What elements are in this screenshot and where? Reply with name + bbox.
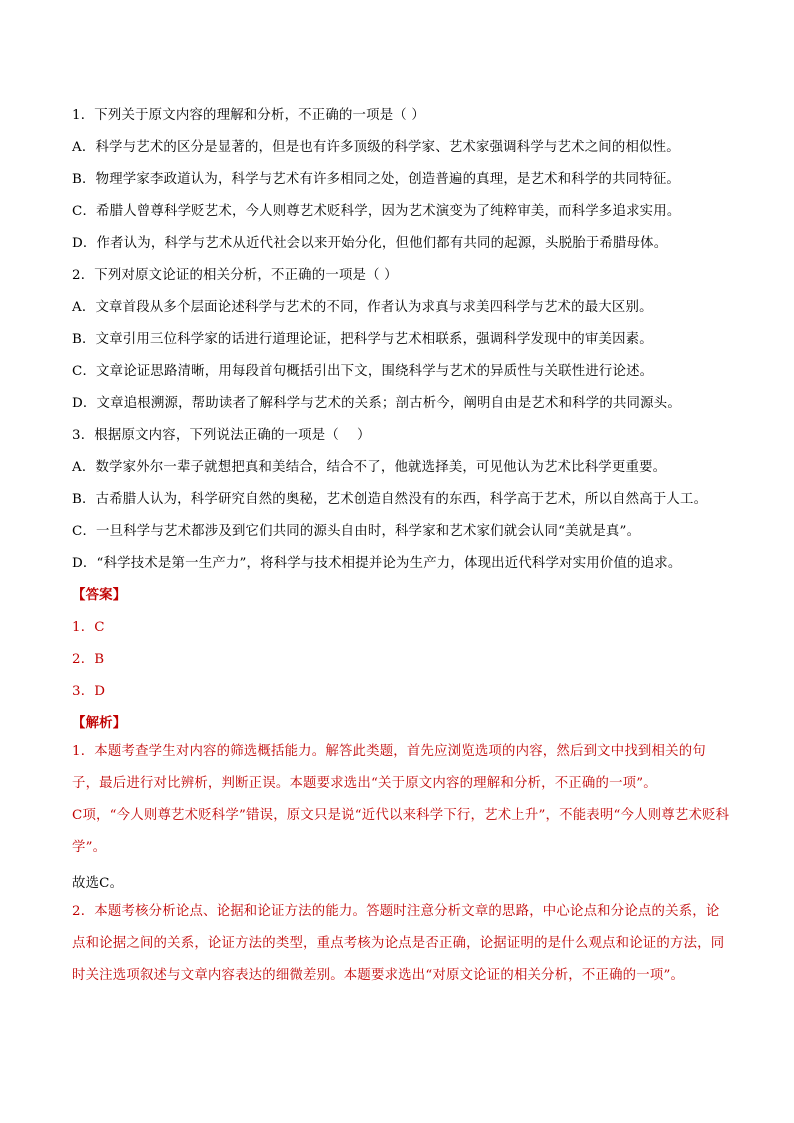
answer-item-1: 1．C: [72, 620, 105, 635]
answer-header: 【答案】: [72, 587, 127, 603]
analysis-paragraph-4: 2．本题考核分析论点、论据和论证方法的能力。答题时注意分析文章的思路，中心论点和分论点的关系，论点和论据之间的关系，论证方法的类型，重点考核为论点是否正确，论据证明的是什么观点和论证的方法，同时关注选项叙述与文章内容表达的细微差别。本题要求选出“对原文论证的相关分析，不正确的一项”。: [72, 904, 725, 983]
q1-option-c: C．希腊人曾尊科学贬艺术，今人则尊艺术贬科学，因为艺术演变为了纯粹审美，而科学多追求实用。: [72, 204, 681, 219]
answer-item-2: 2．B: [72, 652, 105, 667]
q2-option-c: C．文章论证思路清晰，用每段首句概括引出下文，围绕科学与艺术的异质性与关联性进行论述。: [72, 364, 654, 379]
q3-option-c: C．一旦科学与艺术都涉及到它们共同的源头自由时，科学家和艺术家们就会认同“美就是真”。: [72, 524, 641, 539]
analysis-paragraph-1: 1．本题考查学生对内容的筛选概括能力。解答此类题，首先应浏览选项的内容，然后到文中找到相关的句子，最后进行对比辨析，判断正误。本题要求选出“关于原文内容的理解和分析，不正确的一项”。: [72, 744, 706, 791]
q1-option-a: A．科学与艺术的区分是显著的，但是也有许多顶级的科学家、艺术家强调科学与艺术之间的相似性。: [72, 140, 680, 155]
analysis-paragraph-2: C项，“今人则尊艺术贬科学”错误，原文只是说“近代以来科学下行，艺术上升”，不能表明“今人则尊艺术贬科学”。: [72, 808, 730, 855]
q2-option-a: A．文章首段从多个层面论述科学与艺术的不同，作者认为求真与求美四科学与艺术的最大区别。: [72, 300, 653, 315]
analysis-paragraph-3: 故选C。: [72, 876, 124, 891]
analysis-header: 【解析】: [72, 715, 127, 731]
q3-option-b: B．古希腊人认为，科学研究自然的奥秘，艺术创造自然没有的东西，科学高于艺术，所以自然高于人工。: [72, 492, 708, 507]
q2-stem: 2．下列对原文论证的相关分析，不正确的一项是（ ）: [72, 268, 398, 283]
q1-stem: 1．下列关于原文内容的理解和分析，不正确的一项是（ ）: [72, 108, 425, 123]
q3-option-d: D．“科学技术是第一生产力”，将科学与技术相提并论为生产力，体现出近代科学对实用价值的追求。: [72, 556, 682, 571]
q3-option-a: A．数学家外尔一辈子就想把真和美结合，结合不了，他就选择美，可见他认为艺术比科学更重要。: [72, 460, 667, 475]
q2-option-b: B．文章引用三位科学家的话进行道理论证，把科学与艺术相联系，强调科学发现中的审美因素。: [72, 332, 653, 347]
answer-item-3: 3．D: [72, 684, 106, 699]
q1-option-b: B．物理学家李政道认为，科学与艺术有许多相同之处，创造普遍的真理，是艺术和科学的共同特征。: [72, 172, 681, 187]
q2-option-d: D．文章追根溯源，帮助读者了解科学与艺术的关系；剖古析今，阐明自由是艺术和科学的共同源头。: [72, 396, 681, 411]
q3-stem: 3．根据原文内容，下列说法正确的一项是（ ）: [72, 428, 371, 443]
q1-option-d: D．作者认为，科学与艺术从近代社会以来开始分化，但他们都有共同的起源，头脱胎于希腊母体。: [72, 236, 668, 251]
